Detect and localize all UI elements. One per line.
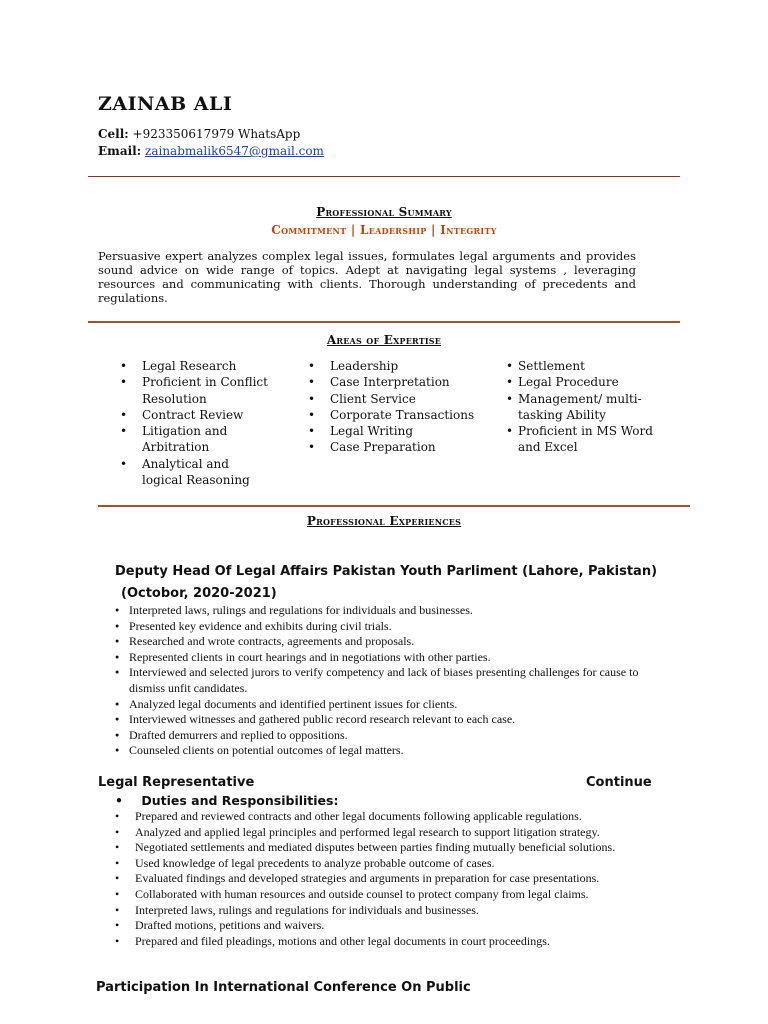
duty-item: • Drafted motions, petitions and waivers. [115, 918, 670, 934]
expertise-item: • Settlement [506, 358, 678, 374]
duty-item: ● Represented clients in court hearings and in negotiations with other parties. [115, 650, 665, 666]
expertise-item: • Leadership [308, 358, 488, 374]
cell-value: +923350617979 WhatsApp [128, 127, 301, 141]
expertise-item: • Proficient in Conflict Resolution [120, 374, 270, 407]
duty-item: ● Counseled clients on potential outcomes of legal matters. [115, 743, 665, 759]
job2-duties [115, 809, 670, 949]
summary-heading: Professional Summary [316, 205, 452, 219]
job1-title: Deputy Head Of Legal Affairs Pakistan Youth Parliment (Lahore, Pakistan) [115, 564, 658, 579]
candidate-name: ZAINAB ALI [98, 93, 233, 115]
duty-item: • Prepared and reviewed contracts and other legal documents following applicable regulations. [115, 809, 670, 825]
expertise-item: • Corporate Transactions [308, 407, 488, 423]
email-label: Email: [98, 144, 142, 158]
duty-item: • Prepared and filed pleadings, motions and other legal documents in court proceedings. [115, 934, 670, 950]
duty-item: • Evaluated findings and developed strategies and arguments in preparation for case presentations. [115, 871, 670, 887]
expertise-item: • Contract Review [120, 407, 270, 423]
expertise-item: • Legal Research [120, 358, 270, 374]
duty-item: ● Presented key evidence and exhibits during civil trials. [115, 619, 665, 635]
expertise-heading: Areas of Expertise [326, 333, 442, 347]
job1-duties [115, 603, 665, 759]
duty-item: • Interpreted laws, rulings and regulations for individuals and businesses. [115, 903, 670, 919]
duty-item: ● Researched and wrote contracts, agreements and proposals. [115, 634, 665, 650]
expertise-column-1 [120, 358, 270, 488]
header-divider [88, 176, 680, 177]
cell-line [98, 127, 300, 141]
duty-item: ● Analyzed legal documents and identified pertinent issues for clients. [115, 697, 665, 713]
duty-item: ● Interviewed witnesses and gathered public record research relevant to each case. [115, 712, 665, 728]
duty-item: • Used knowledge of legal precedents to analyze probable outcome of cases. [115, 856, 670, 872]
expertise-item: • Proficient in MS Word and Excel [506, 423, 678, 456]
expertise-item: • Case Interpretation [308, 374, 488, 390]
job2-subheading-text: Duties and Responsibilities: [141, 793, 339, 808]
expertise-column-2 [308, 358, 488, 456]
duty-item: ● Interviewed and selected jurors to verify competency and lack of biases presenting challenges for cause to dismiss unfit candidates. [115, 665, 665, 696]
email-line [98, 144, 324, 158]
duty-item: • Analyzed and applied legal principles and performed legal research to support litigation strategy. [115, 825, 670, 841]
participation-heading: Participation In International Conference On Public [96, 980, 471, 995]
duty-item: • Collaborated with human resources and outside counsel to protect company from legal claims. [115, 887, 670, 903]
summary-text: Persuasive expert analyzes complex legal issues, formulates legal arguments and provides sound advice on wide range of topics. Adept at navigating legal systems , leveraging resources and communicating with clients. Thorough understanding of precedents and regulations. [98, 249, 636, 305]
email-link[interactable]: zainabmalik6547@gmail.com [145, 144, 324, 158]
expertise-item: • Legal Writing [308, 423, 488, 439]
expertise-item: • Client Service [308, 391, 488, 407]
experience-heading: Professional Experiences [306, 514, 462, 528]
job2-status: Continue [586, 775, 652, 790]
summary-divider [88, 321, 680, 323]
job2-subheading [115, 793, 338, 808]
expertise-item: • Litigation and Arbitration [120, 423, 270, 456]
job2-title: Legal Representative [98, 775, 255, 790]
expertise-divider [98, 505, 690, 507]
duty-item: • Negotiated settlements and mediated disputes between parties finding mutually beneficial solutions. [115, 840, 670, 856]
job1-dates: (Octobor, 2020-2021) [121, 586, 277, 601]
duty-item: ● Drafted demurrers and replied to oppositions. [115, 728, 665, 744]
expertise-item: • Management/ multi-tasking Ability [506, 391, 678, 424]
expertise-item: • Case Preparation [308, 439, 488, 455]
cell-label: Cell: [98, 127, 129, 141]
expertise-item: • Legal Procedure [506, 374, 678, 390]
duty-item: ● Interpreted laws, rulings and regulations for individuals and businesses. [115, 603, 665, 619]
expertise-item: • Analytical and logical Reasoning [120, 456, 270, 489]
summary-tagline: Commitment | Leadership | Integrity [271, 223, 497, 237]
expertise-column-3 [506, 358, 678, 456]
bullet-icon: • [115, 793, 123, 808]
